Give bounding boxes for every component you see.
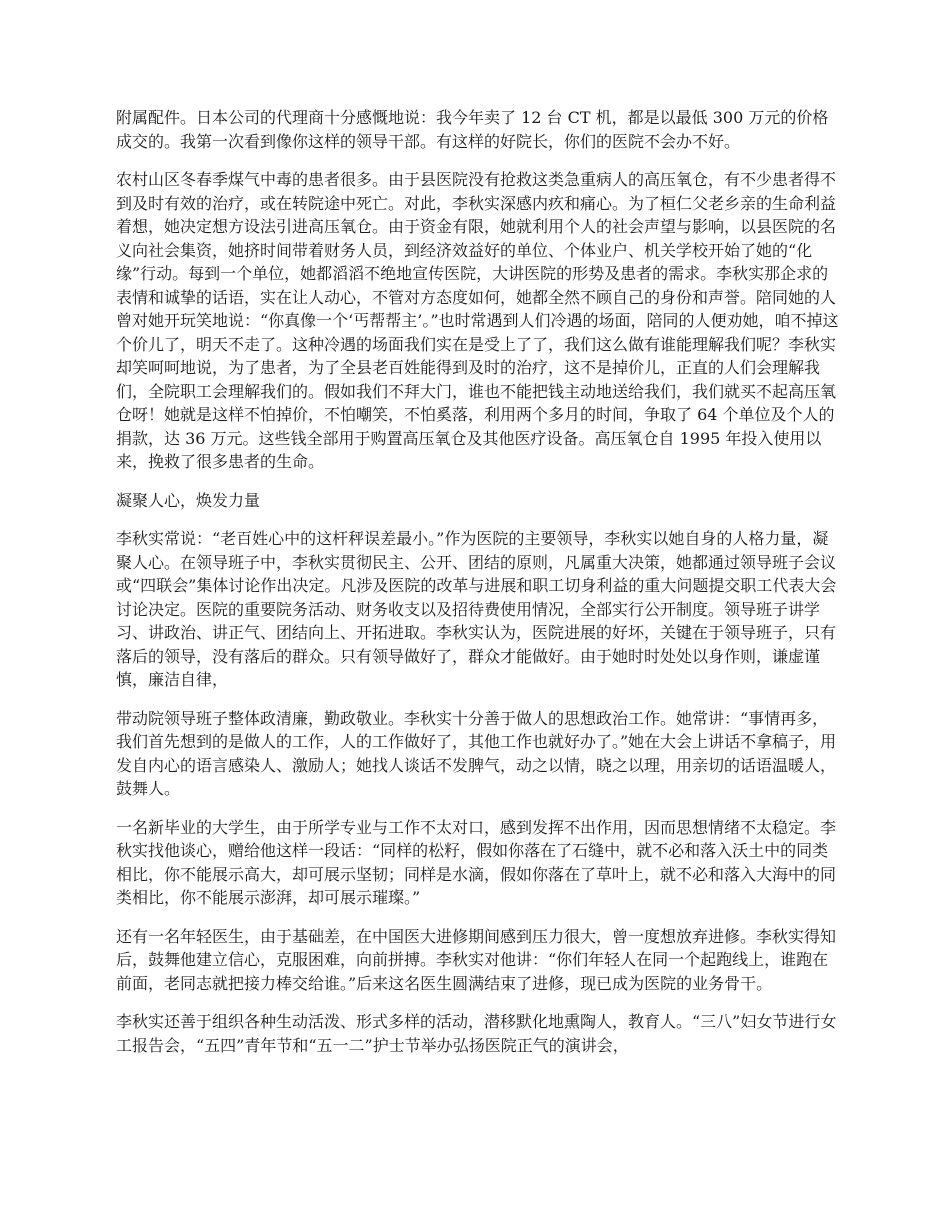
paragraph-graduate: 一名新毕业的大学生，由于所学专业与工作不太对口，感到发挥不出作用，因而思想情绪不太稳定。李秋实找他谈心，赠给他这样一段话：“同样的松籽，假如你落在了石缝中，就不必和落入沃土中的同类相比，你不能展示高大，却可展示坚韧；同样是水滴，假如你落在了草叶上，就不必和落入大海中的同类相比，你不能展示澎湃，却可展示璀璨。” bbox=[116, 817, 837, 907]
paragraph-young-doctor: 还有一名年轻医生，由于基础差，在中国医大进修期间感到压力很大，曾一度想放弃进修。李秋实得知后，鼓舞他建立信心，克服困难，向前拼搏。李秋实对他讲：“你们年轻人在同一个起跑线上，谁跑在前面，老同志就把接力棒交给谁。”后来这名医生圆满结束了进修，现已成为医院的业务骨干。 bbox=[116, 926, 837, 993]
paragraph-leadership: 李秋实常说：“老百姓心中的这杆秤误差最小。”作为医院的主要领导，李秋实以她自身的人格力量，凝聚人心。在领导班子中，李秋实贯彻民主、公开、团结的原则，凡属重大决策，她都通过领导班子会议或“四联会”集体讨论作出决定。凡涉及医院的改革与进展和职工切身利益的重大问题提交职工代表大会讨论决定。医院的重要院务活动、财务收支以及招待费使用情况，全部实行公开制度。领导班子讲学习、讲政治、讲正气、团结向上、开拓进取。李秋实认为，医院进展的好坏，关键在于领导班子，只有落后的领导，没有落后的群众。只有领导做好了，群众才能做好。由于她时时处处以身作则，谦虚谨慎，廉洁自律， bbox=[116, 529, 837, 689]
paragraph-political-work: 带动院领导班子整体政清廉，勤政敬业。李秋实十分善于做人的思想政治工作。她常讲：“事情再多，我们首先想到的是做人的工作，人的工作做好了，其他工作也就好办了。”她在大会上讲话不拿稿子，用发自内心的语言感染人、激励人；她找人谈话不发脾气，动之以情，晓之以理，用亲切的话语温暖人，鼓舞人。 bbox=[116, 708, 837, 798]
paragraph-hyperbaric-oxygen: 农村山区冬春季煤气中毒的患者很多。由于县医院没有抢救这类急重病人的高压氧仓，有不少患者得不到及时有效的治疗，或在转院途中死亡。对此，李秋实深感内疚和痛心。为了桓仁父老乡亲的生命利益着想，她决定想方设法引进高压氧仓。由于资金有限，她就利用个人的社会声望与影响，以县医院的名义向社会集资，她挤时间带着财务人员，到经济效益好的单位、个体业户、机关学校开始了她的“化缘”行动。每到一个单位，她都滔滔不绝地宣传医院，大讲医院的形势及患者的需求。李秋实那企求的表情和诚挚的话语，实在让人动心，不管对方态度如何，她都全然不顾自己的身份和声誉。陪同她的人曾对她开玩笑地说：“你真像一个‘丐帮帮主’。”也时常遇到人们冷遇的场面，陪同的人便劝她，咱不掉这个价儿了，明天不走了。这种冷遇的场面我们实在是受上了了，我们这么做有谁能理解我们呢？李秋实却笑呵呵地说，为了患者，为了全县老百姓能得到及时的治疗，这不是掉价儿，正直的人们会理解我们，全院职工会理解我们的。假如我们不拜大门，谁也不能把钱主动地送给我们，我们就买不起高压氧仓呀！她就是这样不怕掉价，不怕嘲笑，不怕奚落，利用两个多月的时间，争取了 64 个单位及个人的捐款，达 36 万元。这些钱全部用于购置高压氧仓及其他医疗设备。高压氧仓自 1995 年投入使用以来，挽救了很多患者的生命。 bbox=[116, 170, 839, 471]
paragraph-activities: 李秋实还善于组织各种生动活泼、形式多样的活动，潜移默化地熏陶人，教育人。“三八”妇女节进行女工报告会，“五四”青年节和“五一二”护士节举办弘扬医院正气的演讲会， bbox=[116, 1012, 837, 1055]
document-body bbox=[116, 106, 840, 1072]
section-heading: 凝聚人心，焕发力量 bbox=[116, 490, 261, 510]
paragraph-cont: 附属配件。日本公司的代理商十分感慨地说：我今年卖了 12 台 CT 机，都是以最低 300 万元的价格成交的。我第一次看到像你这样的领导干部。有这样的好院长，你们的医院不会办不好。 bbox=[116, 108, 829, 151]
